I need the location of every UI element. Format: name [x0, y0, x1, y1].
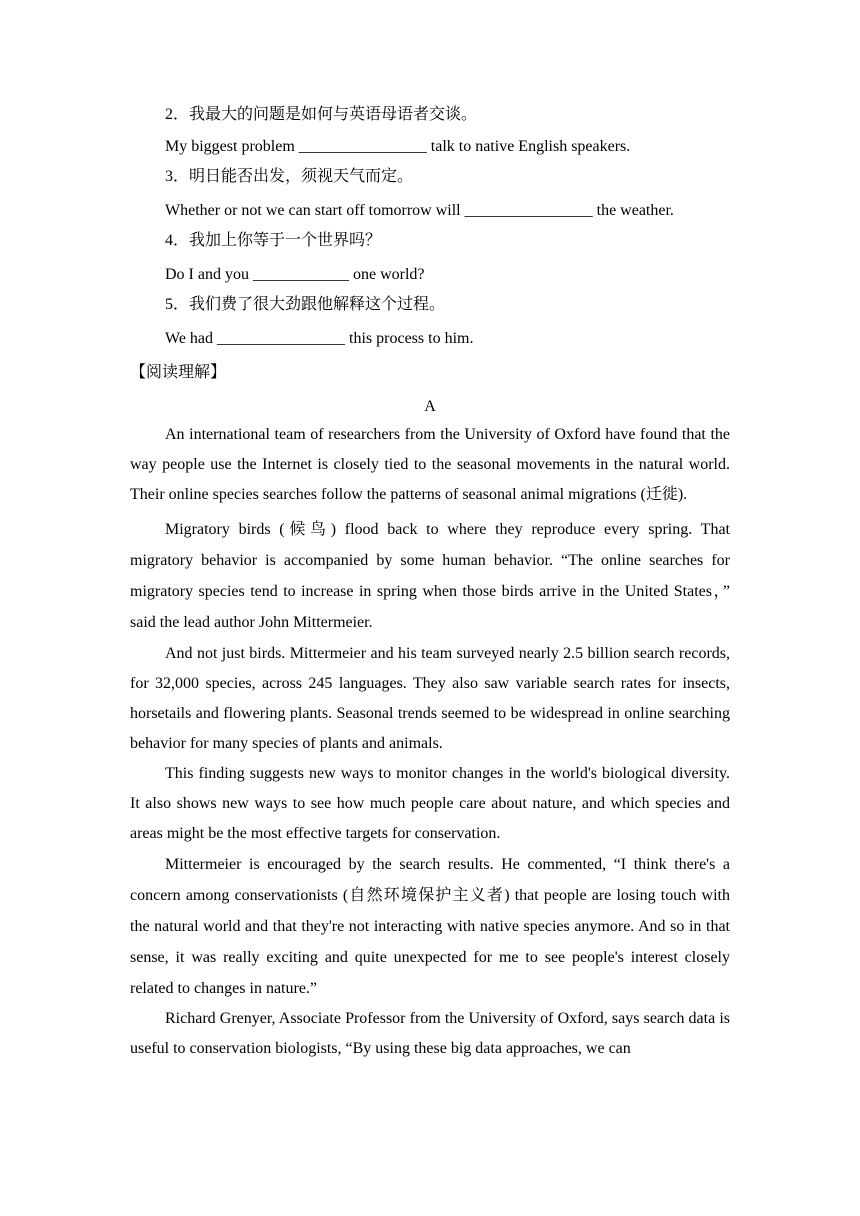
exercise-2-english: My biggest problem ________________ talk to native English speakers.: [165, 138, 631, 155]
exercise-5-english: We had ________________ this process to him.: [165, 330, 474, 347]
paragraph-5: Mittermeier is encouraged by the search results. He commented, “I think there's a concern among conservationists (自然环境保护主义者) that people are losing touch with the natural world and that they're not interacting with native species anymore. And so in that sense, it was really exciting and quite unexpected for me to see people's interest closely related to changes in nature.”: [130, 856, 730, 997]
exercise-4-chinese: 4．我加上你等于一个世界吗？: [165, 232, 382, 249]
section-heading: 【阅读理解】: [130, 364, 227, 381]
translation-exercises: [130, 100, 730, 354]
paragraph-1: An international team of researchers from the University of Oxford have found that the way people use the Internet is closely tied to the seasonal movements in the natural world. Their online species searches follow the patterns of seasonal animal migrations (迁徙).: [130, 426, 730, 503]
exercise-3-english: Whether or not we can start off tomorrow will ________________ the weather.: [165, 202, 674, 219]
exercise-4-english: Do I and you ____________ one world?: [165, 266, 425, 283]
passage-label: A: [424, 398, 436, 415]
paragraph-4: This finding suggests new ways to monitor changes in the world's biological diversity. It also shows new ways to see how much people care about nature, and which species and areas might be the most effective targets for conservation.: [130, 765, 730, 842]
paragraph-2: Migratory birds (候鸟) flood back to where they reproduce every spring. That migratory behavior is accompanied by some human behavior. “The online searches for migratory species tend to increase in spring when those birds arrive in the United States，” said the lead author John Mittermeier.: [130, 521, 730, 631]
exercise-5-chinese: 5．我们费了很大劲跟他解释这个过程。: [165, 296, 446, 313]
paragraph-3: And not just birds. Mittermeier and his team surveyed nearly 2.5 billion search records, for 32,000 species, across 245 languages. They also saw variable search rates for insects, horsetails and flowering plants. Seasonal trends seemed to be widespread in online searching behavior for many species of plants and animals.: [130, 645, 730, 752]
reading-passage: [130, 420, 730, 1064]
exercise-2-chinese: 2．我最大的问题是如何与英语母语者交谈。: [165, 106, 478, 123]
paragraph-6: Richard Grenyer, Associate Professor from the University of Oxford, says search data is useful to conservation biologists, “By using these big data approaches, we can: [130, 1010, 730, 1057]
exercise-3-chinese: 3．明日能否出发，须视天气而定。: [165, 168, 414, 185]
document-page: [130, 100, 730, 1064]
